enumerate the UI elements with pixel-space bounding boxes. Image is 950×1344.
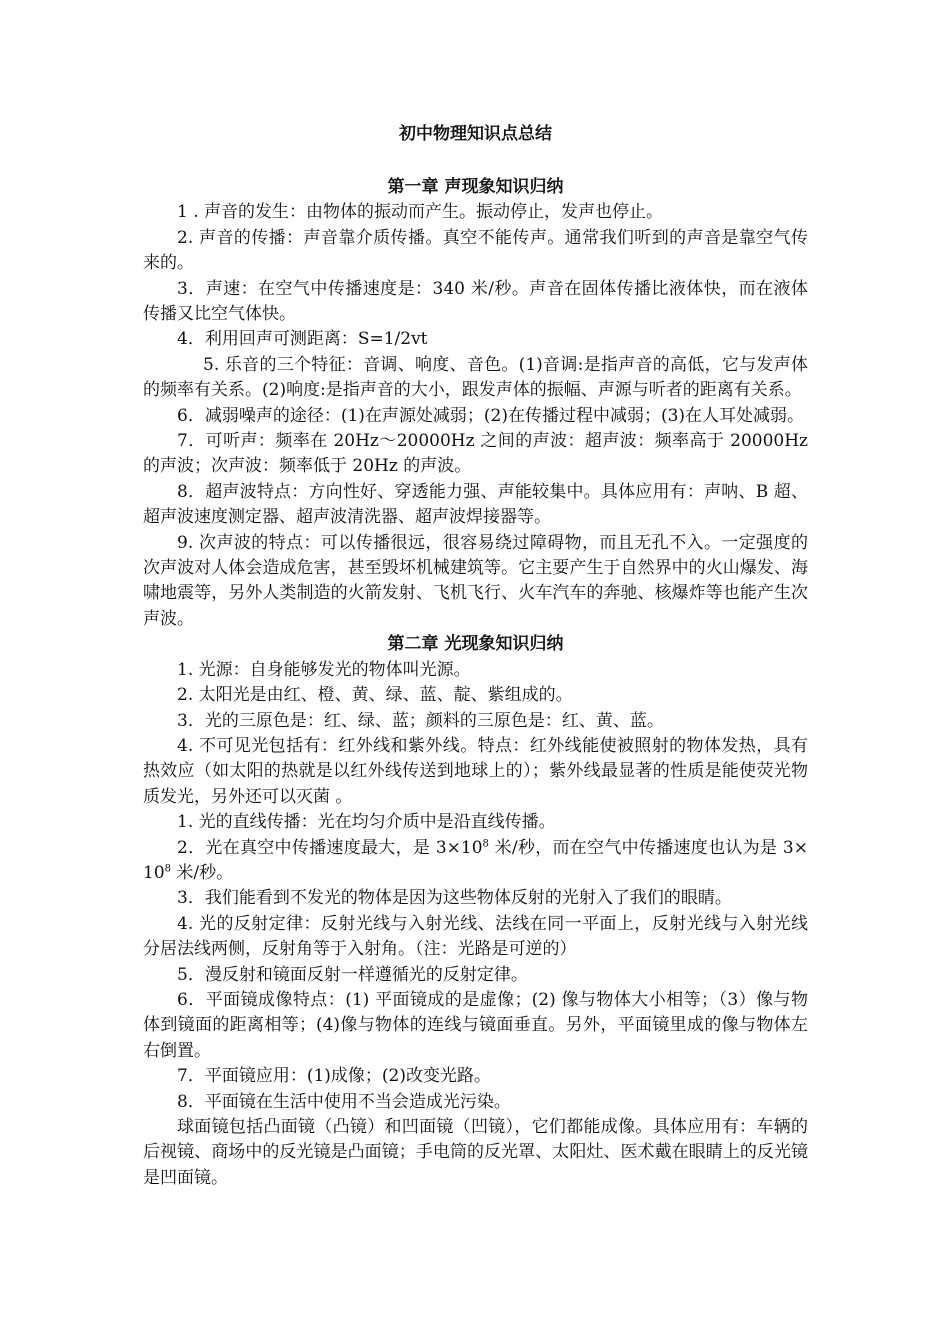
paragraph: 4. 不可见光包括有：红外线和紫外线。特点：红外线能使被照射的物体发热，具有热效应（如太阳的热就是以红外线传送到地球上的）；紫外线最显著的性质是能使荧光物质发光，另外还可以灭菌 。 <box>143 735 808 807</box>
paragraph: 3．声速：在空气中传播速度是：340 米/秒。声音在固体传播比液体快，而在液体传播又比空气体快。 <box>143 278 808 325</box>
paragraph: 球面镜包括凸面镜（凸镜）和凹面镜（凹镜），它们都能成像。具体应用有：车辆的后视镜、商场中的反光镜是凸面镜；手电筒的反光罩、太阳灶、医术戴在眼睛上的反光镜是凹面镜。 <box>143 1117 808 1188</box>
paragraph: 1. 光源：自身能够发光的物体叫光源。 <box>177 659 471 680</box>
paragraph: 5．漫反射和镜面反射一样遵循光的反射定律。 <box>177 964 528 985</box>
paragraph: 7．可听声：频率在 20Hz～20000Hz 之间的声波：超声波：频率高于 20000Hz 的声波；次声波：频率低于 20Hz 的声波。 <box>143 431 808 477</box>
chapter-heading-2: 第二章 光现象知识归纳 <box>387 634 564 655</box>
exponent: 8 <box>482 837 489 849</box>
paragraph: 8．超声波特点：方向性好、穿透能力强、声能较集中。具体应用有：声呐、B 超、超声波速度测定器、超声波清洗器、超声波焊接器等。 <box>143 481 808 528</box>
paragraph: 9. 次声波的特点：可以传播很远，很容易绕过障碍物，而且无孔不入。一定强度的次声波对人体会造成危害，甚至毁坏机械建筑等。它主要产生于自然界中的火山爆发、海啸地震等，另外人类制造的火箭发射、飞机飞行、火车汽车的奔驰、核爆炸等也能产生次声波。 <box>143 532 808 629</box>
paragraph: 4. 光的反射定律：反射光线与入射光线、法线在同一平面上，反射光线与入射光线分居法线两侧，反射角等于入射角。（注：光路是可逆的） <box>143 913 808 960</box>
text-run: 2．光在真空中传播速度最大，是 3×10 <box>177 837 483 858</box>
text-run: 米/秒。 <box>171 862 234 883</box>
text-run: 米/秒，而在空气中传播速度也认为是 3×10 <box>143 837 808 883</box>
paragraph: 6．减弱噪声的途径：(1)在声源处减弱；(2)在传播过程中减弱；(3)在人耳处减弱。 <box>177 405 805 426</box>
paragraph: 1 . 声音的发生：由物体的振动而产生。振动停止，发声也停止。 <box>177 202 664 223</box>
document-content <box>143 122 808 1191</box>
paragraph-light-speed <box>143 836 808 887</box>
paragraph: 7．平面镜应用：(1)成像；(2)改变光路。 <box>177 1066 491 1087</box>
paragraph: 3．我们能看到不发光的物体是因为这些物体反射的光射入了我们的眼睛。 <box>177 888 732 909</box>
paragraph: 2. 声音的传播：声音靠介质传播。真空不能传声。通常我们听到的声音是靠空气传来的。 <box>143 227 808 274</box>
paragraph: 4．利用回声可测距离：S=1/2vt <box>177 329 428 350</box>
paragraph: 8．平面镜在生活中使用不当会造成光污染。 <box>177 1091 511 1112</box>
paragraph: 2. 太阳光是由红、橙、黄、绿、蓝、靛、紫组成的。 <box>177 685 573 706</box>
exponent: 8 <box>164 863 172 875</box>
document-title: 初中物理知识点总结 <box>399 124 552 144</box>
paragraph: 3．光的三原色是：红、绿、蓝；颜料的三原色是：红、黄、蓝。 <box>177 710 664 731</box>
paragraph: 1. 光的直线传播：光在均匀介质中是沿直线传播。 <box>177 812 556 833</box>
chapter-heading-1: 第一章 声现象知识归纳 <box>387 177 564 197</box>
paragraph: 5. 乐音的三个特征：音调、响度、音色。(1)音调:是指声音的高低，它与发声体的频率有关系。(2)响度:是指声音的大小，跟发声体的振幅、声源与听者的距离有关系。 <box>143 354 808 401</box>
paragraph: 6．平面镜成像特点：(1) 平面镜成的是虚像；(2) 像与物体大小相等；（3）像与物体到镜面的距离相等；(4)像与物体的连线与镜面垂直。另外，平面镜里成的像与物体左右倒置。 <box>143 989 808 1061</box>
